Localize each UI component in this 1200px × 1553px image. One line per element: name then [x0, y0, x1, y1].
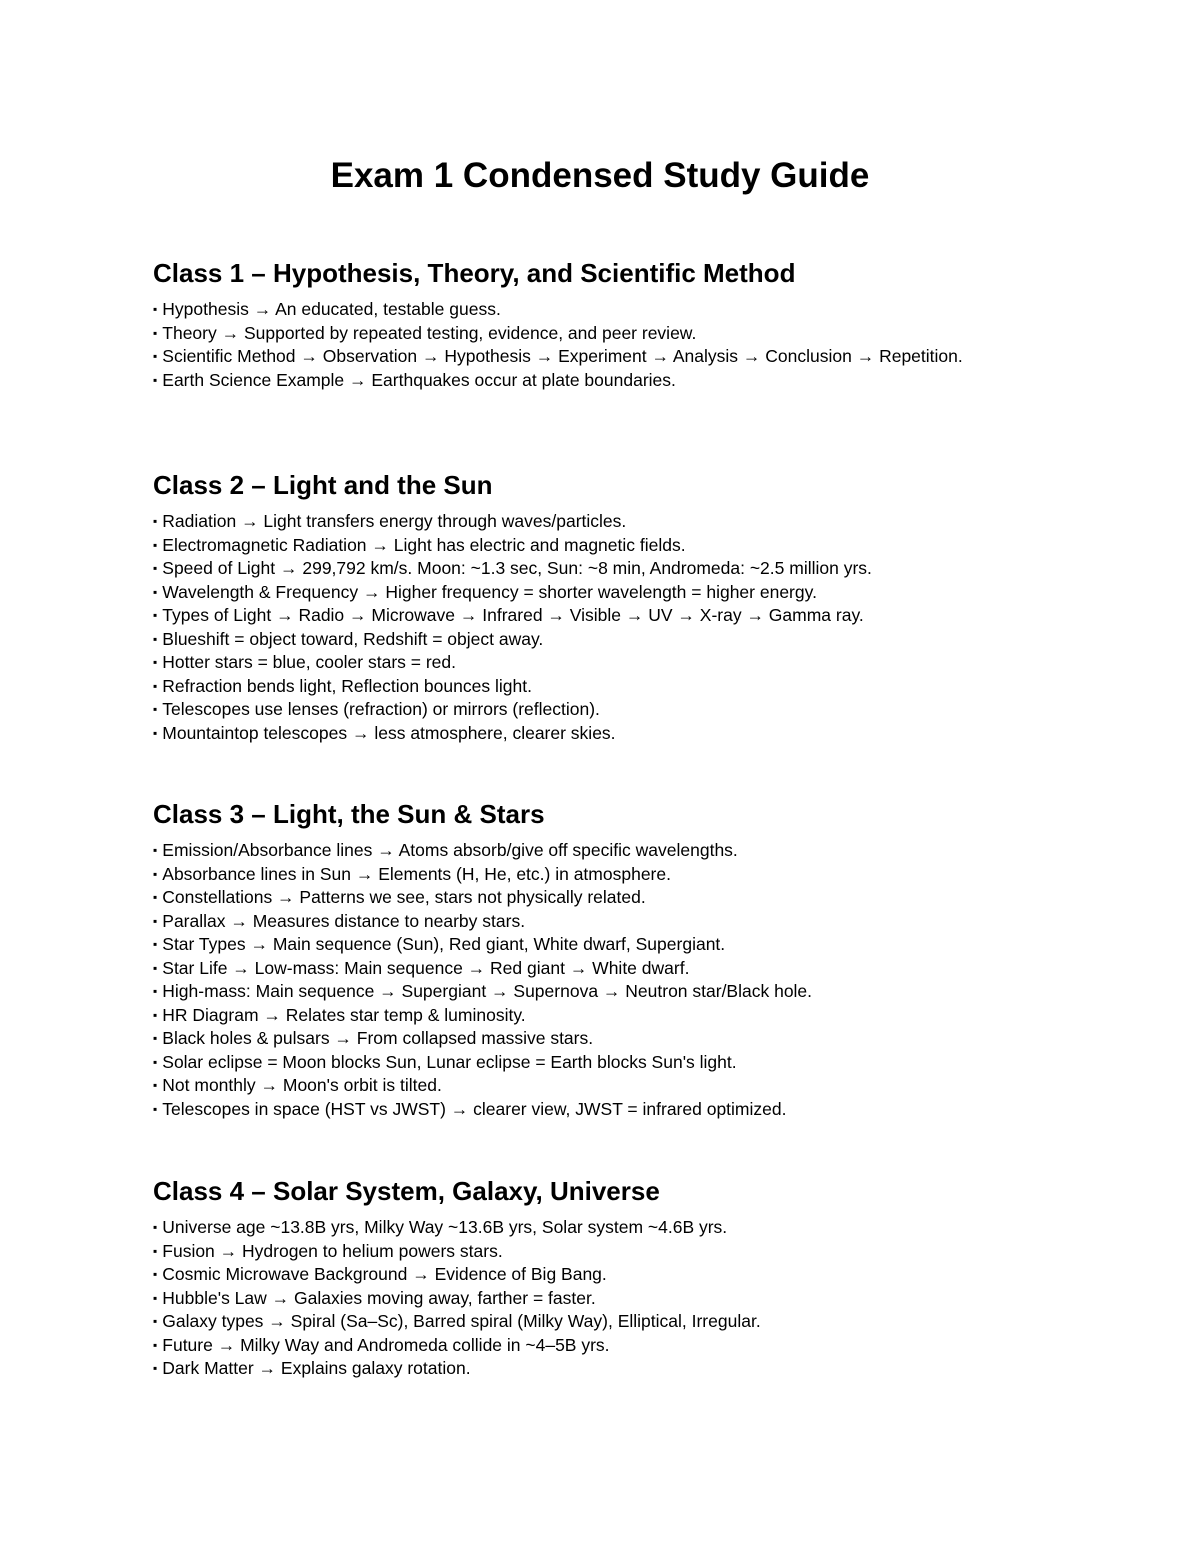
list-item-text: Types of Light → Radio → Microwave → Infrared → Visible → UV → X-ray → Gamma ray. — [162, 605, 864, 625]
list-item-text: Galaxy types → Spiral (Sa–Sc), Barred spiral (Milky Way), Elliptical, Irregular. — [162, 1311, 761, 1331]
list-item — [153, 1334, 1023, 1358]
bullet-list — [153, 298, 1023, 392]
list-item — [153, 1216, 1023, 1240]
bullet-icon: ▪ — [153, 655, 158, 669]
list-item-text: Wavelength & Frequency → Higher frequency = shorter wavelength = higher energy. — [162, 581, 817, 602]
list-item — [153, 1074, 1023, 1098]
bullet-icon: ▪ — [153, 678, 158, 693]
list-item-text: Scientific Method → Observation → Hypothesis → Experiment → Analysis → Conclusion → Repetition. — [162, 346, 963, 366]
bullet-icon: ▪ — [153, 514, 158, 528]
bullet-icon: ▪ — [153, 631, 158, 646]
bullet-icon: ▪ — [153, 1220, 158, 1234]
list-item-text: Emission/Absorbance lines → Atoms absorb/give off specific wavelengths. — [162, 840, 738, 860]
bullet-icon: ▪ — [153, 913, 158, 928]
list-item-text: Earth Science Example → Earthquakes occur at plate boundaries. — [162, 369, 676, 390]
list-item-text: Electromagnetic Radiation → Light has electric and magnetic fields. — [162, 534, 686, 555]
bullet-list — [153, 839, 1023, 1121]
list-item-text: Not monthly → Moon's orbit is tilted. — [162, 1075, 442, 1095]
bullet-icon: ▪ — [153, 349, 158, 363]
bullet-icon: ▪ — [153, 984, 158, 998]
bullet-icon: ▪ — [153, 1290, 158, 1305]
section-heading: Class 3 – Light, the Sun & Stars — [153, 799, 545, 829]
list-item — [153, 957, 1023, 981]
section-class-4 — [153, 1174, 1023, 1381]
bullet-icon: ▪ — [153, 584, 158, 599]
bullet-icon: ▪ — [153, 937, 158, 951]
list-item — [153, 604, 1023, 628]
list-item — [153, 1004, 1023, 1028]
list-item — [153, 1263, 1023, 1287]
list-item-text: Star Life → Low-mass: Main sequence → Red giant → White dwarf. — [162, 957, 690, 978]
list-item — [153, 886, 1023, 910]
list-item — [153, 581, 1023, 605]
list-item-text: Fusion → Hydrogen to helium powers stars. — [162, 1240, 503, 1261]
bullet-icon: ▪ — [153, 960, 158, 975]
list-item-text: Refraction bends light, Reflection bounces light. — [162, 675, 532, 696]
section-class-1 — [153, 256, 1023, 392]
bullet-icon: ▪ — [153, 1007, 158, 1022]
list-item — [153, 863, 1023, 887]
list-item-text: Hubble's Law → Galaxies moving away, farther = faster. — [162, 1287, 596, 1308]
list-item-text: Speed of Light → 299,792 km/s. Moon: ~1.3 sec, Sun: ~8 min, Andromeda: ~2.5 million yrs. — [162, 558, 872, 578]
bullet-icon: ▪ — [153, 1101, 158, 1116]
list-item-text: Constellations → Patterns we see, stars not physically related. — [162, 887, 646, 907]
bullet-icon: ▪ — [153, 1267, 158, 1281]
list-item-text: Dark Matter → Explains galaxy rotation. — [162, 1358, 471, 1378]
list-item-text: Blueshift = object toward, Redshift = object away. — [162, 628, 544, 649]
list-item-text: Solar eclipse = Moon blocks Sun, Lunar eclipse = Earth blocks Sun's light. — [162, 1051, 737, 1072]
list-item — [153, 298, 1023, 322]
list-item — [153, 534, 1023, 558]
bullet-icon: ▪ — [153, 325, 158, 340]
bullet-icon: ▪ — [153, 302, 158, 316]
section-class-2 — [153, 468, 1023, 745]
bullet-icon: ▪ — [153, 843, 158, 857]
page-title: Exam 1 Condensed Study Guide — [330, 156, 870, 195]
list-item — [153, 980, 1023, 1004]
list-item — [153, 1287, 1023, 1311]
bullet-icon: ▪ — [153, 1337, 158, 1352]
section-heading: Class 2 – Light and the Sun — [153, 470, 493, 500]
list-item — [153, 698, 1023, 722]
list-item-text: Universe age ~13.8B yrs, Milky Way ~13.6B yrs, Solar system ~4.6B yrs. — [162, 1217, 728, 1237]
list-item-text: Telescopes in space (HST vs JWST) → clearer view, JWST = infrared optimized. — [162, 1098, 787, 1119]
bullet-icon: ▪ — [153, 890, 158, 904]
bullet-icon: ▪ — [153, 866, 158, 881]
list-item — [153, 1240, 1023, 1264]
list-item — [153, 1357, 1023, 1381]
bullet-icon: ▪ — [153, 1243, 158, 1258]
list-item — [153, 933, 1023, 957]
list-item — [153, 1098, 1023, 1122]
bullet-icon: ▪ — [153, 1314, 158, 1328]
list-item — [153, 369, 1023, 393]
bullet-icon: ▪ — [153, 561, 158, 575]
list-item-text: Star Types → Main sequence (Sun), Red giant, White dwarf, Supergiant. — [162, 934, 726, 954]
list-item — [153, 1310, 1023, 1334]
list-item-text: Telescopes use lenses (refraction) or mirrors (reflection). — [162, 699, 600, 719]
bullet-icon: ▪ — [153, 537, 158, 552]
section-heading: Class 4 – Solar System, Galaxy, Universe — [153, 1176, 660, 1206]
list-item — [153, 322, 1023, 346]
bullet-list — [153, 1216, 1023, 1381]
list-item-text: Theory → Supported by repeated testing, evidence, and peer review. — [162, 322, 697, 343]
list-item — [153, 651, 1023, 675]
list-item-text: Radiation → Light transfers energy through waves/particles. — [162, 511, 627, 531]
list-item — [153, 510, 1023, 534]
list-item-text: Absorbance lines in Sun → Elements (H, He, etc.) in atmosphere. — [162, 863, 671, 884]
bullet-icon: ▪ — [153, 608, 158, 622]
list-item-text: Mountaintop telescopes → less atmosphere, clearer skies. — [162, 722, 616, 743]
list-item — [153, 675, 1023, 699]
bullet-icon: ▪ — [153, 725, 158, 740]
list-item — [153, 722, 1023, 746]
list-item-text: High-mass: Main sequence → Supergiant → Supernova → Neutron star/Black hole. — [162, 981, 813, 1001]
bullet-icon: ▪ — [153, 1054, 158, 1069]
list-item-text: HR Diagram → Relates star temp & luminosity. — [162, 1004, 526, 1025]
section-class-3 — [153, 797, 1023, 1121]
list-item — [153, 557, 1023, 581]
bullet-list — [153, 510, 1023, 745]
bullet-icon: ▪ — [153, 372, 158, 387]
list-item-text: Future → Milky Way and Andromeda collide in ~4–5B yrs. — [162, 1334, 610, 1355]
list-item-text: Black holes & pulsars → From collapsed massive stars. — [162, 1028, 594, 1048]
list-item-text: Parallax → Measures distance to nearby stars. — [162, 910, 526, 931]
list-item — [153, 1027, 1023, 1051]
list-item — [153, 839, 1023, 863]
bullet-icon: ▪ — [153, 1031, 158, 1045]
bullet-icon: ▪ — [153, 1361, 158, 1375]
section-heading: Class 1 – Hypothesis, Theory, and Scientific Method — [153, 258, 796, 288]
list-item — [153, 345, 973, 369]
list-item — [153, 628, 1023, 652]
list-item — [153, 910, 1023, 934]
bullet-icon: ▪ — [153, 702, 158, 716]
list-item-text: Cosmic Microwave Background → Evidence of Big Bang. — [162, 1264, 607, 1284]
bullet-icon: ▪ — [153, 1078, 158, 1092]
list-item-text: Hotter stars = blue, cooler stars = red. — [162, 652, 457, 672]
list-item — [153, 1051, 1023, 1075]
list-item-text: Hypothesis → An educated, testable guess. — [162, 299, 501, 319]
